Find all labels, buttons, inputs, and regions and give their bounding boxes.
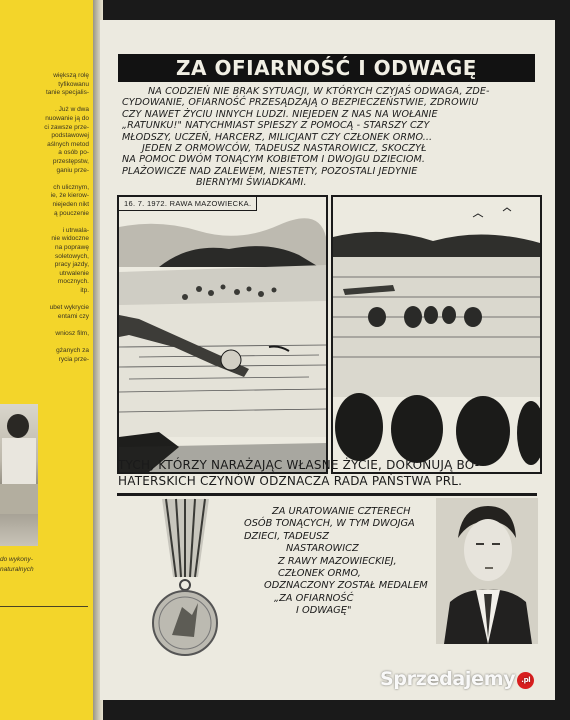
- left-page-rule: [0, 606, 88, 607]
- person-photo-illustration: [0, 404, 38, 546]
- statement-line: HATERSKICH CZYNÓW ODZNACZA RADA PAŃSTWA PRL.: [118, 474, 463, 488]
- left-page-text-line: tyfikowanu: [58, 80, 89, 88]
- intro-line: NA POMOC DWÓM TONĄCYM KOBIETOM I DWOJGU DZIECIOM.: [122, 154, 426, 166]
- left-page-text-line: pracy jazdy,: [54, 261, 89, 269]
- right-page: [100, 20, 555, 700]
- panel-date-caption: 16. 7. 1972. RAWA MAZOWIECKA.: [119, 197, 257, 211]
- left-page-text-line: utrwalenie: [59, 269, 89, 277]
- photo-caption-line-2: naturalnych: [0, 566, 34, 573]
- left-page-text-line: nuowanie ją do: [45, 115, 89, 122]
- comic-panel-rescue: [331, 195, 542, 474]
- left-page-text-line: nie widoczne: [51, 235, 89, 243]
- page-title: ZA OFIARNOŚĆ I ODWAGĘ: [118, 54, 535, 82]
- medal-icon: [148, 495, 223, 660]
- left-page-text-line: przestępstw,: [52, 158, 89, 165]
- intro-line: „RATUNKU!" NATYCHMIAST SPIESZY Z POMOCĄ - STARSZY CZY: [122, 120, 430, 132]
- left-page-text-line: większą rolę: [53, 72, 89, 79]
- statement-line: TYCH, KTÓRZY NARAŻAJĄC WŁASNE ŻYCIE, DOKONUJĄ BO-: [118, 458, 480, 472]
- beach-dive-illustration: [119, 197, 326, 472]
- award-line: NASTAROWICZ: [286, 543, 359, 555]
- left-page-photo: [0, 404, 38, 546]
- award-line: DZIECI, TADEUSZ: [244, 530, 329, 542]
- intro-line: PLAŻOWICZE NAD ZALEWEM, NIESTETY, POZOSTALI JEDYNIE: [122, 165, 418, 177]
- intro-text: [122, 86, 537, 189]
- watermark-badge: .pl: [517, 672, 534, 689]
- left-page-text-line: gżanych za: [56, 347, 89, 355]
- intro-line: CZY NAWET ŻYCIU INNYCH LUDZI. NIEJEDEN Z NAS NA WOŁANIE: [122, 108, 438, 120]
- left-page-text-line: i utrwala-: [62, 226, 89, 234]
- left-page-text-line: ie, że kierow-: [50, 192, 89, 200]
- left-page-text-line: tanie specjalis-: [46, 89, 89, 97]
- award-line: I ODWAGĘ": [296, 605, 352, 617]
- left-page-text-line: a osób po-: [58, 149, 89, 157]
- intro-line: CYDOWANIE, OFIARNOŚĆ PRZESĄDZAJĄ O BEZPIECZEŃSTWIE, ZDROWIU: [122, 97, 479, 109]
- left-page-text-line: entami czy: [57, 312, 89, 320]
- left-page-text-line: mocznych.: [57, 278, 89, 286]
- intro-line: BIERNYMI ŚWIADKAMI.: [196, 177, 307, 189]
- left-page-text-line: . Już w dwa: [55, 106, 89, 114]
- left-page-text-line: ci zawsze prze-: [44, 123, 89, 131]
- site-watermark: [380, 668, 534, 690]
- left-page-text-line: itp.: [80, 287, 89, 294]
- left-page-text-line: niejeden nikt: [52, 201, 89, 208]
- left-page-text-line: ganiu prze-: [56, 166, 89, 174]
- left-page-text-line: podstawowej: [51, 132, 89, 140]
- award-line: „ZA OFIARNOŚĆ: [274, 592, 354, 604]
- left-page-text-line: aślnych metod: [47, 140, 89, 148]
- rescue-illustration: [333, 197, 540, 472]
- intro-line: NA CODZIEŃ NIE BRAK SYTUACJI, W KTÓRYCH CZYJAŚ ODWAGA, ZDE-: [148, 86, 490, 97]
- award-line: OSÓB TONĄCYCH, W TYM DWOJGA: [244, 518, 415, 530]
- intro-line: JEDEN Z ORMOWCÓW, TADEUSZ NASTAROWICZ, SKOCZYŁ: [142, 143, 427, 155]
- left-page-text-line: ch ulicznym,: [53, 183, 89, 191]
- left-page-text-line: ubet wykrycie: [49, 304, 89, 312]
- decoration-statement: [118, 457, 538, 489]
- watermark-text: Sprzedajemy: [380, 668, 516, 690]
- portrait-illustration: [436, 498, 538, 644]
- award-text: [238, 506, 438, 618]
- photo-caption-line-1: do wykony-: [0, 556, 33, 563]
- award-line: Z RAWY MAZOWIECKIEJ,: [278, 555, 397, 567]
- left-page-text-line: ą pouczenie: [53, 209, 89, 217]
- award-line: ZA URATOWANIE CZTERECH: [272, 506, 411, 517]
- left-page: [0, 0, 93, 720]
- award-line: CZŁONEK ORMO,: [278, 568, 361, 580]
- comic-panel-beach: [117, 195, 328, 474]
- intro-line: MŁODSZY, UCZEŃ, HARCERZ, MILICJANT CZY CZŁONEK ORMO...: [122, 131, 433, 143]
- left-page-text-line: na poprawę: [55, 244, 89, 251]
- portrait-photo: [436, 498, 538, 644]
- left-page-text-line: soletowych,: [55, 252, 89, 260]
- left-page-text-line: wniosz film,: [55, 330, 89, 337]
- left-page-text-line: rycia prze-: [58, 355, 89, 363]
- award-line: ODZNACZONY ZOSTAŁ MEDALEM: [264, 580, 428, 592]
